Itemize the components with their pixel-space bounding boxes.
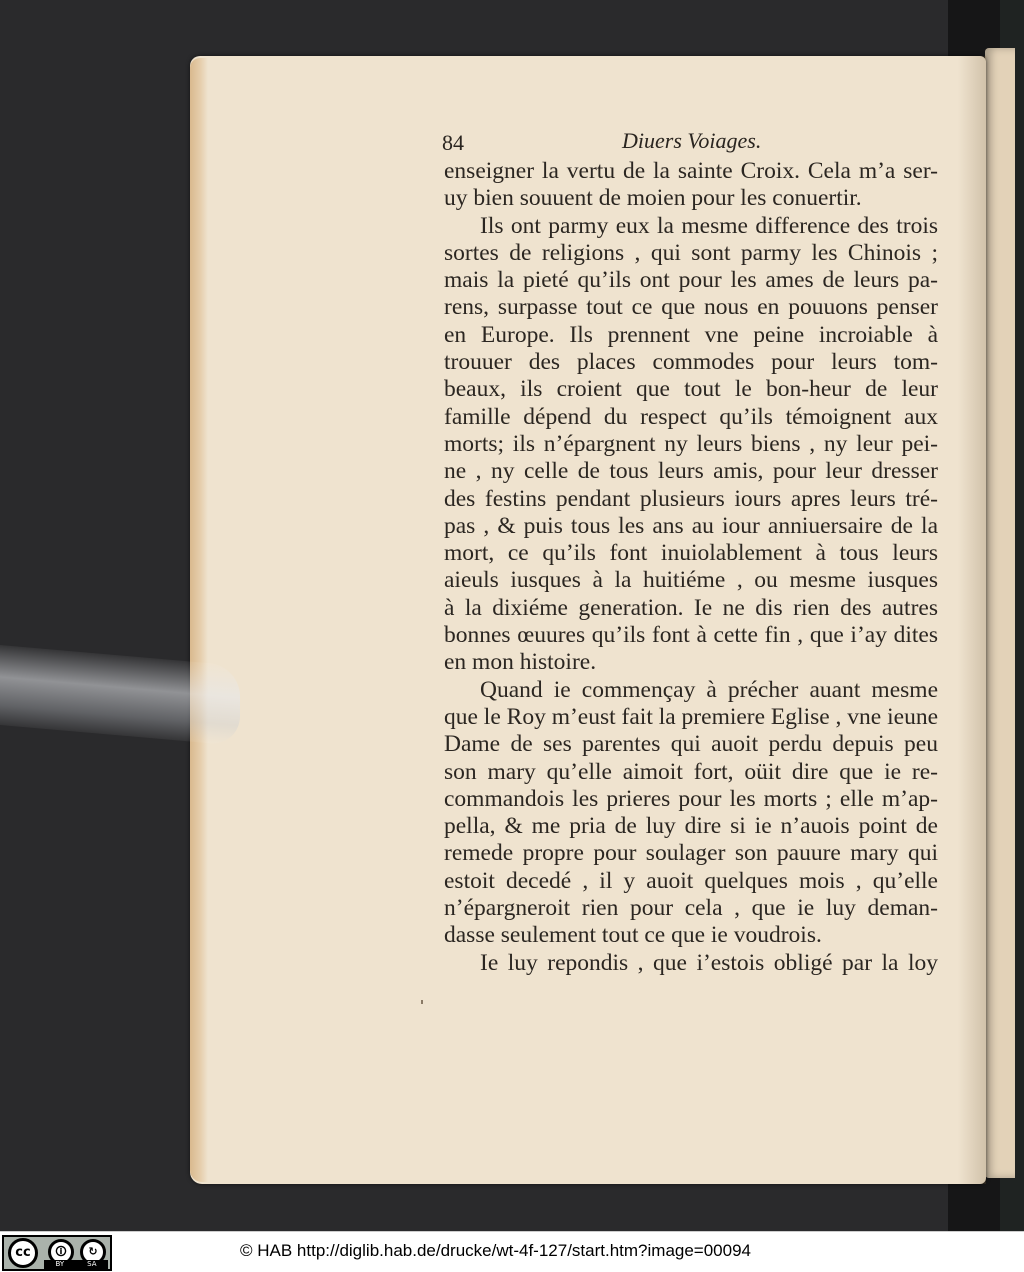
text-line: son mary qu’elle aimoit fort, oüit dire que ie re- [444,758,938,785]
text-line: ne , ny celle de tous leurs amis, pour leur dresser [444,458,938,485]
text-line: sortes de religions , qui sont parmy les Chinois ; [444,239,938,266]
text-line: à la dixiéme generation. Ie ne dis rien des autres [444,594,938,621]
text-line: des festins pendant plusieurs iours apres leurs tré- [444,485,938,512]
text-line: commandois les prieres pour les morts ; elle m’ap- [444,785,938,812]
text-line: aieuls iusques à la huitiéme , ou mesme iusques [444,567,938,594]
text-line: estoit decedé , il y auoit quelques mois , qu’elle [444,867,938,894]
page-fore-edge [190,58,208,1182]
text-line: pas , & puis tous les ans au iour anniuersaire de la [444,512,938,539]
text-line: remede propre pour soulager son pauure mary qui [444,840,938,867]
ink-speck [421,1000,423,1004]
page-header [442,126,942,160]
text-line: famille dépend du respect qu’ils témoignent aux [444,403,938,430]
text-line: en Europe. Ils prennent vne peine incroiable à [444,321,938,348]
running-title: Diuers Voiages. [622,128,762,153]
text-line: Ils ont parmy eux la mesme difference des trois [480,212,938,239]
person-icon: 🛈 [48,1239,74,1265]
text-line: mort, ce qu’ils font inuiolablement à tous leurs [444,540,938,567]
text-line: n’épargneroit rien pour cela , que ie luy deman- [444,895,938,922]
text-line: en mon histoire. [444,649,597,676]
text-line: pella, & me pria de luy dire si ie n’auois point de [444,813,938,840]
text-line: que le Roy m’eust fait la premiere Eglise , vne ieune [444,703,938,730]
text-line: uy bien souuent de moien pour les conuertir. [444,185,862,212]
cc-labels [44,1260,108,1269]
text-line: bonnes œuures qu’ils font à cette fin , que i’ay dites [444,622,938,649]
page-number: 84 [442,130,464,155]
text-line: dasse seulement tout ce que ie voudrois. [444,922,822,949]
body-text [444,158,938,977]
text-line: Dame de ses parentes qui auoit perdu depuis peu [444,731,938,758]
cc-by-label: BY [55,1260,65,1268]
text-line: rens, surpasse tout ce que nous en pouuons penser [444,294,938,321]
cc-sa-label: SA [87,1260,97,1268]
credit-link[interactable]: © HAB http://diglib.hab.de/drucke/wt-4f-127/start.htm?image=00094 [240,1241,752,1260]
text-line: morts; ils n’épargnent ny leurs biens , ny leur pei- [444,430,938,457]
cc-icon: cc [8,1238,38,1268]
cc-license-badge[interactable] [2,1235,112,1271]
facing-page-edge [985,48,1015,1178]
text-line: enseigner la vertu de la sainte Croix. Cela m’a ser- [444,158,938,184]
text-line: Quand ie commençay à précher auant mesme [480,676,938,703]
text-line: beaux, ils croient que tout le bon-heur de leur [444,376,938,403]
text-line: mais la pieté qu’ils ont pour les ames de leurs pa- [444,267,938,294]
footer-bar [0,1231,1024,1272]
page-gutter-shadow [958,56,986,1184]
text-line: Ie luy repondis , que i’estois obligé par la loy [480,949,938,976]
text-line: trouuer des places commodes pour leurs tom- [444,349,938,376]
share-alike-icon: ↻ [80,1239,106,1265]
